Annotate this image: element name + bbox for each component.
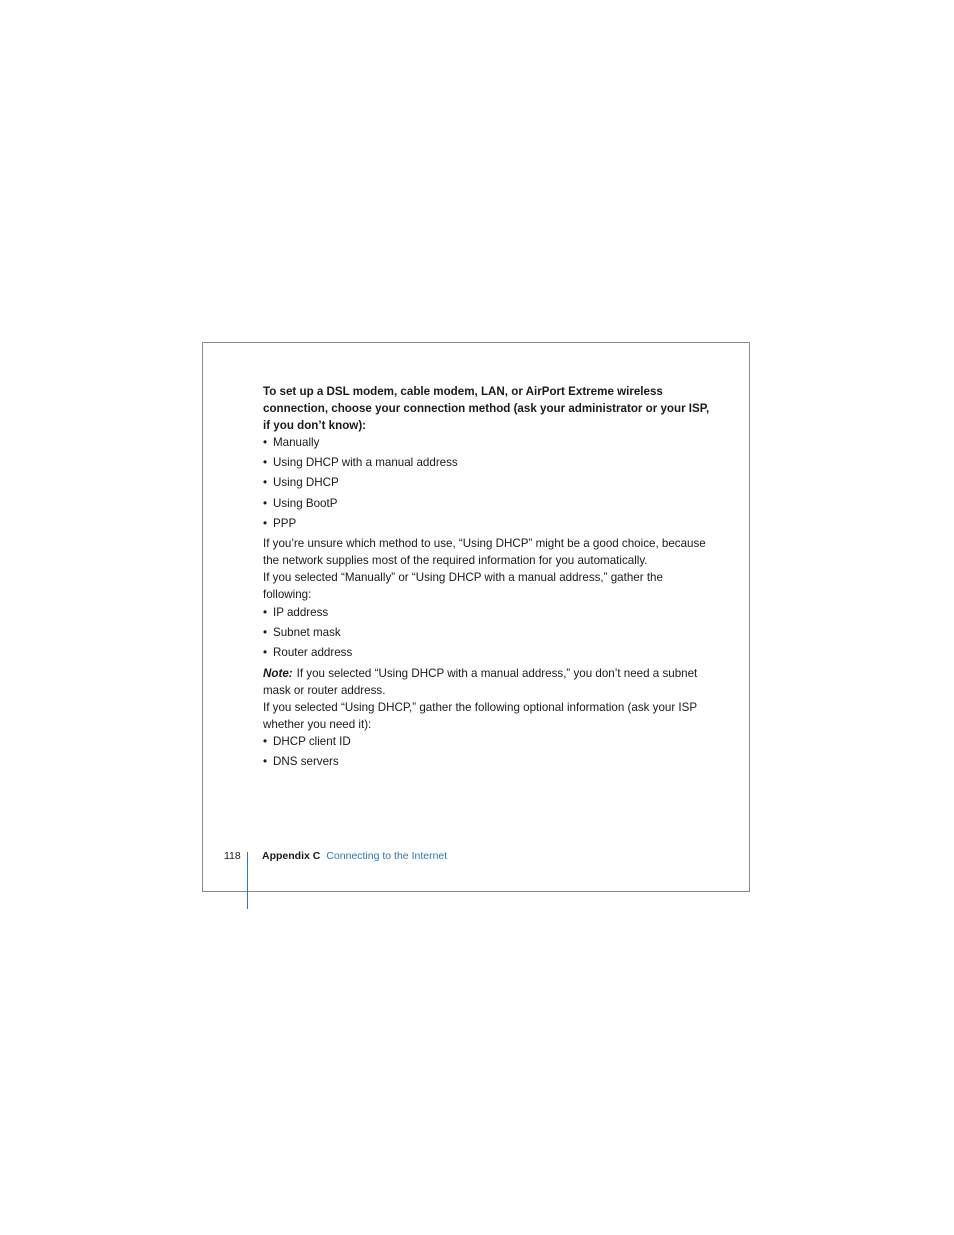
manual-info-list (263, 604, 713, 665)
footer-divider (247, 852, 248, 909)
bullet-icon: • (263, 496, 268, 510)
bullet-icon: • (263, 646, 268, 660)
bullet-icon: • (263, 626, 268, 640)
list-item: • Using DHCP (263, 476, 339, 490)
appendix-label: Appendix C (262, 850, 321, 862)
page-number: 118 (224, 850, 241, 862)
running-footer (262, 850, 447, 862)
bullet-icon: • (263, 456, 268, 470)
list-item: • Using BootP (263, 496, 338, 510)
note-label: Note: (263, 666, 293, 680)
note-text: If you selected “Using DHCP with a manual address,” you don’t need a subnet mask or router address. (263, 666, 698, 697)
bullet-icon: • (263, 605, 268, 619)
bullet-icon: • (263, 476, 268, 490)
list-item: • Manually (263, 436, 320, 449)
list-item: • DHCP client ID (263, 734, 351, 748)
list-item: • PPP (263, 516, 297, 530)
manual-paragraph: If you selected “Manually” or “Using DHCP with a manual address,” gather the following: (263, 570, 663, 601)
dhcp-info-list (263, 733, 713, 773)
bullet-icon: • (263, 734, 268, 748)
list-item: • DNS servers (263, 754, 339, 768)
list-item: • Using DHCP with a manual address (263, 456, 458, 470)
list-item: • Router address (263, 646, 353, 660)
dhcp-paragraph: If you selected “Using DHCP,” gather the following optional information (ask your ISP whether you need it): (263, 700, 697, 731)
list-item: • Subnet mask (263, 626, 341, 640)
bullet-icon: • (263, 436, 268, 449)
unsure-paragraph: If you’re unsure which method to use, “Using DHCP” might be a good choice, because the network supplies most of the required information for you automatically. (263, 536, 706, 567)
bullet-icon: • (263, 754, 268, 768)
task-heading: To set up a DSL modem, cable modem, LAN, or AirPort Extreme wireless connection, choose your connection method (ask your administrator or your ISP, if you don’t know): (263, 385, 710, 432)
chapter-title: Connecting to the Internet (326, 850, 448, 862)
page-content (263, 383, 713, 773)
note-paragraph (263, 665, 713, 699)
bullet-icon: • (263, 516, 268, 530)
list-item: • IP address (263, 605, 329, 619)
connection-method-list (263, 434, 713, 535)
